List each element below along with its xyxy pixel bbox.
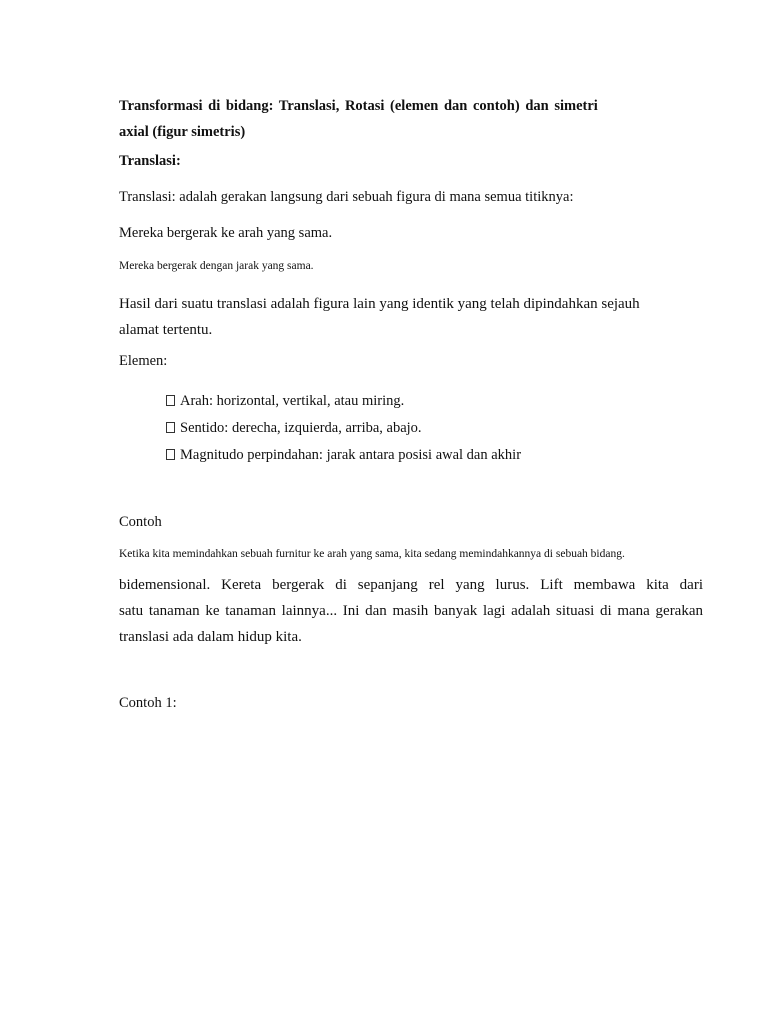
example-line-1: bidemensional. Kereta bergerak di sepanjang rel yang lurus. Lift membawa kita dari — [119, 577, 703, 593]
title-line-2: axial (figur simetris) — [119, 124, 246, 140]
example-small-line: Ketika kita memindahkan sebuah furnitur ke arah yang sama, kita sedang memindahkannya di sebuah bidang. — [119, 548, 625, 560]
list-item — [166, 415, 521, 442]
heading-translasi: Translasi: — [119, 153, 181, 169]
elements-list — [166, 388, 521, 469]
checkbox-bullet-icon — [166, 395, 175, 406]
list-item-text: Magnitudo perpindahan: jarak antara posisi awal dan akhir — [180, 447, 522, 463]
elements-heading: Elemen: — [119, 353, 168, 369]
document-title — [119, 93, 598, 145]
example-paragraph — [119, 572, 703, 650]
result-paragraph — [119, 291, 640, 343]
list-item — [166, 442, 521, 469]
example-heading: Contoh — [119, 514, 162, 530]
example-line-2: satu tanaman ke tanaman lainnya... Ini dan masih banyak lagi adalah situasi di mana gerakan — [119, 603, 703, 619]
same-distance-line: Mereka bergerak dengan jarak yang sama. — [119, 260, 314, 272]
list-item-text: Sentido: derecha, izquierda, arriba, abajo. — [180, 420, 422, 436]
same-direction-line: Mereka bergerak ke arah yang sama. — [119, 225, 333, 241]
definition-paragraph: Translasi: adalah gerakan langsung dari sebuah figura di mana semua titiknya: — [119, 189, 574, 205]
example-1-heading: Contoh 1: — [119, 695, 177, 711]
checkbox-bullet-icon — [166, 422, 175, 433]
result-line-2: alamat tertentu. — [119, 322, 213, 338]
example-line-3: translasi ada dalam hidup kita. — [119, 629, 302, 645]
result-line-1: Hasil dari suatu translasi adalah figura lain yang identik yang telah dipindahkan sejauh — [119, 296, 640, 312]
title-line-1: Transformasi di bidang: Translasi, Rotasi (elemen dan contoh) dan simetri — [119, 98, 598, 114]
list-item-text: Arah: horizontal, vertikal, atau miring. — [180, 393, 405, 409]
checkbox-bullet-icon — [166, 449, 175, 460]
list-item — [166, 388, 521, 415]
